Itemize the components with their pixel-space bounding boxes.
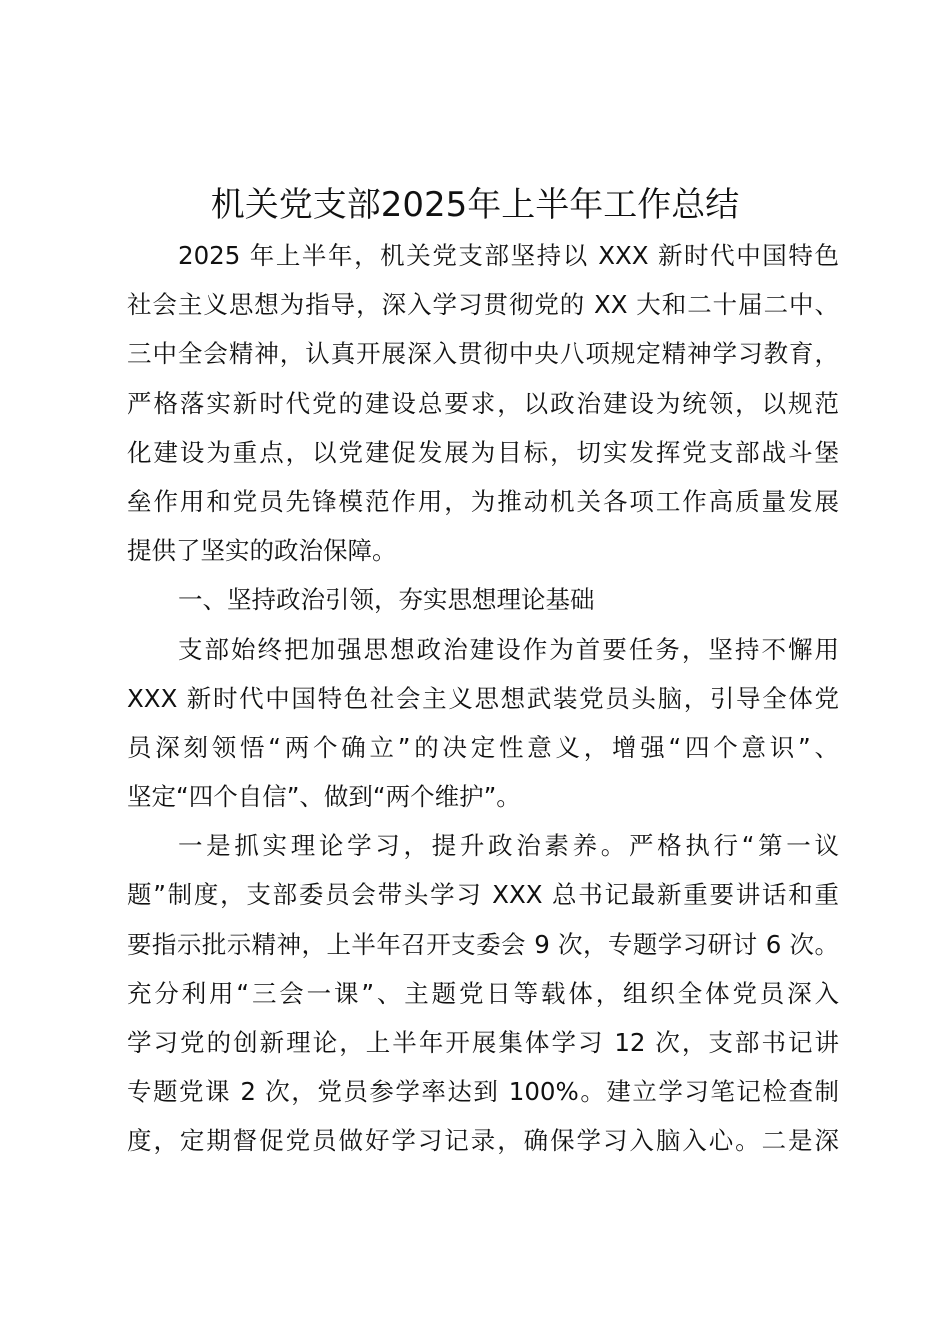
paragraph-line: 社会主义思想为指导，深入学习贯彻党的 XX 大和二十届二中、 bbox=[127, 290, 839, 320]
document-body bbox=[127, 231, 839, 1166]
section-heading: 一、坚持政治引领，夯实思想理论基础 bbox=[178, 585, 595, 615]
paragraph-line: 三中全会精神，认真开展深入贯彻中央八项规定精神学习教育， bbox=[127, 339, 839, 369]
paragraph-line: XXX 新时代中国特色社会主义思想武装党员头脑，引导全体党 bbox=[127, 683, 839, 713]
paragraph-line: 充分利用“三会一课”、主题党日等载体，组织全体党员深入 bbox=[127, 978, 839, 1008]
paragraph-line: 度，定期督促党员做好学习记录，确保学习入脑入心。二是深 bbox=[127, 1126, 839, 1156]
paragraph-line: 题”制度，支部委员会带头学习 XXX 总书记最新重要讲话和重 bbox=[127, 880, 839, 910]
paragraph-line: 学习党的创新理论，上半年开展集体学习 12 次，支部书记讲 bbox=[127, 1028, 839, 1057]
paragraph-line: 严格落实新时代党的建设总要求，以政治建设为统领，以规范 bbox=[127, 388, 839, 418]
paragraph-line: 2025 年上半年，机关党支部坚持以 XXX 新时代中国特色 bbox=[178, 241, 839, 270]
paragraph-line: 一是抓实理论学习，提升政治素养。严格执行“第一议 bbox=[178, 831, 839, 861]
paragraph-line: 要指示批示精神，上半年召开支委会 9 次，专题学习研讨 6 次。 bbox=[127, 929, 839, 959]
paragraph-line: 垒作用和党员先锋模范作用，为推动机关各项工作高质量发展 bbox=[127, 486, 839, 516]
paragraph-line: 坚定“四个自信”、做到“两个维护”。 bbox=[127, 782, 521, 812]
paragraph-line: 员深刻领悟“两个确立”的决定性意义，增强“四个意识”、 bbox=[127, 732, 839, 762]
document-title: 机关党支部2025年上半年工作总结 bbox=[210, 185, 740, 225]
paragraph-line: 化建设为重点，以党建促发展为目标，切实发挥党支部战斗堡 bbox=[127, 437, 839, 467]
paragraph-line: 提供了坚实的政治保障。 bbox=[127, 536, 397, 566]
paragraph-line: 专题党课 2 次，党员参学率达到 100%。建立学习笔记检查制 bbox=[127, 1077, 839, 1107]
paragraph-line: 支部始终把加强思想政治建设作为首要任务，坚持不懈用 bbox=[178, 634, 839, 664]
